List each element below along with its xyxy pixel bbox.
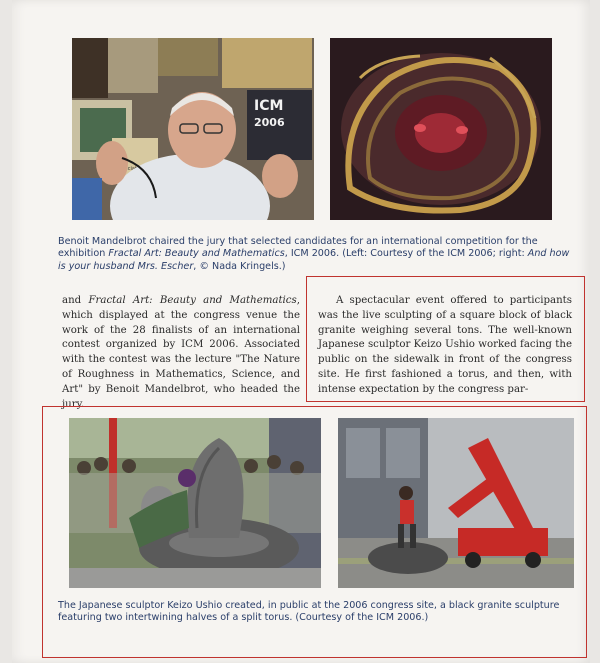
top-caption-part1: Benoit Mandelbrot chaired the jury that selected candidates for an international competition for the exhibition: [58, 236, 538, 260]
right-column-body: A spectacular event offered to participants was the live sculpting of a square block of black granite weighing several tons. The well-known Japanese sculptor Keizo Ushio worked facing the public on the sidewalk in front of the congress site. He first fashioned a torus, and then, with intense expectation by the congress par-: [318, 295, 572, 395]
photo1-sign-top: ICM: [254, 98, 284, 114]
top-caption-italic2: And how is your husband Mrs. Escher: [58, 248, 570, 272]
top-caption-part3: ,: [193, 260, 197, 272]
right-column-text: [318, 294, 572, 398]
photo-sculptor-crane: [338, 418, 574, 588]
top-caption-italic1: Fractal Art: Beauty and Mathematics: [108, 248, 285, 260]
photo-mandelbrot: [72, 38, 314, 220]
photo-fractal-art: [330, 38, 552, 220]
left-column-body: , which displayed at the congress venue the work of the 28 finalists of an international contest organized by ICM 2006. Associated with the contest was the lecture "The Nature of Roughness in Mathematics, Science, and Art" by Benoit Mandelbrot, who headed the jury.: [62, 295, 300, 410]
bottom-caption-text: The Japanese sculptor Keizo Ushio created, in public at the 2006 congress site, a black granite sculpture featuring two intertwining halves of a split torus. (Courtesy of the ICM 2006.): [58, 600, 560, 624]
top-caption: [58, 236, 578, 273]
bottom-caption: [58, 600, 564, 625]
page: [12, 0, 590, 663]
photo-sculptor-carving: [69, 418, 321, 588]
top-caption-copyright: © Nada Kringels.): [199, 260, 286, 272]
photo1-sign-bottom: 2006: [254, 116, 285, 129]
left-column-prefix: and: [62, 295, 82, 306]
left-column-text: [62, 294, 300, 412]
left-column-italic: Fractal Art: Beauty and Mathematics: [88, 295, 297, 306]
top-caption-part2: , ICM 2006. (Left: Courtesy of the ICM 2006; right:: [284, 248, 525, 260]
